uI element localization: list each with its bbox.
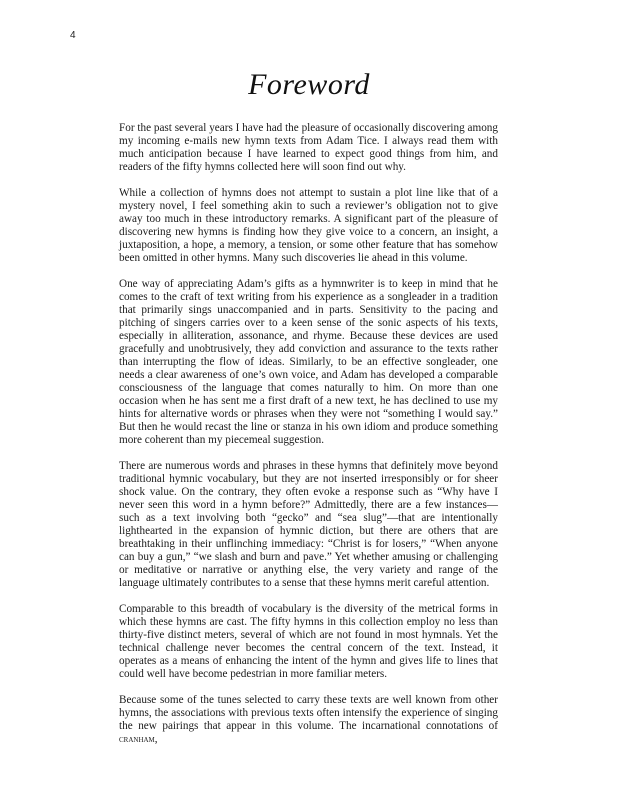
paragraph: Comparable to this breadth of vocabulary is the diversity of the metrical forms in which these hymns are cast. The fifty hymns in this collection employ no less than thirty-five distinct meters, several of which are not found in most hymnals. Yet the technical challenge never becomes the central concern of the text. Instead, it operates as a means of enhancing the intent of the hymn and gives life to lines that could well have become pedestrian in more familiar meters.: [119, 603, 498, 680]
paragraph: While a collection of hymns does not attempt to sustain a plot line like that of a mystery novel, I feel something akin to such a reviewer’s obligation not to give away too much in these introductory remarks. A significant part of the pleasure of discovering new hymns is finding how they give voice to a concern, an insight, a juxtaposition, a hope, a memory, a tension, or some other feature that has somehow been omitted in other hymns. Many such discoveries lie ahead in this volume.: [119, 187, 498, 264]
paragraph: For the past several years I have had the pleasure of occasionally discovering among my incoming e-mails new hymn texts from Adam Tice. I always read them with much anticipation because I have learned to expect good things from him, and readers of the fifty hymns collected here will soon find out why.: [119, 122, 498, 173]
paragraph: [119, 694, 498, 746]
paragraph: There are numerous words and phrases in these hymns that definitely move beyond traditional hymnic vocabulary, but they are not inserted irresponsibly or for sheer shock value. On the contrary, they often evoke a response such as “Why have I never seen this word in a hymn before?” Admittedly, there are a few instances—such as a text involving both “gecko” and “sea slug”—that are intentionally lighthearted in the expansion of hymnic diction, but there are others that are breathtaking in their unflinching immediacy: “Christ is for losers,” “When anyone can buy a gun,” “we slash and burn and pave.” Yet whether amusing or challenging or meditative or narrative or anything else, the very variety and range of the language ultimately contributes to a sense that these hymns merit careful attention.: [119, 460, 498, 589]
page-title: Foreword: [248, 68, 370, 101]
body-text: [119, 122, 498, 759]
page-number: 4: [70, 30, 76, 41]
punctuation: ,: [154, 733, 158, 745]
paragraph-text: Because some of the tunes selected to carry these texts are well known from other hymns, the associations with previous texts often intensify the experience of singing the new pairings that appear in this volume. The incarnational connotations of: [119, 694, 498, 732]
paragraph: One way of appreciating Adam’s gifts as a hymnwriter is to keep in mind that he comes to the craft of text writing from his experience as a songleader in a tradition that primarily sings unaccompanied and in parts. Sensitivity to the pacing and pitching of singers carries over to a keen sense of the sonic aspects of his texts, especially in alliteration, assonance, and rhyme. Because these devices are used gracefully and unobtrusively, they add conviction and assurance to the texts rather than interrupting the flow of ideas. Similarly, to be an effective songleader, one needs a clear awareness of one’s own voice, and Adam has developed a comparable consciousness of the language that comes naturally to him. On more than one occasion when he has sent me a first draft of a new text, he has declined to use my hints for alternative words or phrases when they were not “something I would say.” But then he would recast the line or stanza in his own idiom and produce something more coherent than my piecemeal suggestion.: [119, 278, 498, 446]
tune-name: cranham: [119, 734, 155, 745]
